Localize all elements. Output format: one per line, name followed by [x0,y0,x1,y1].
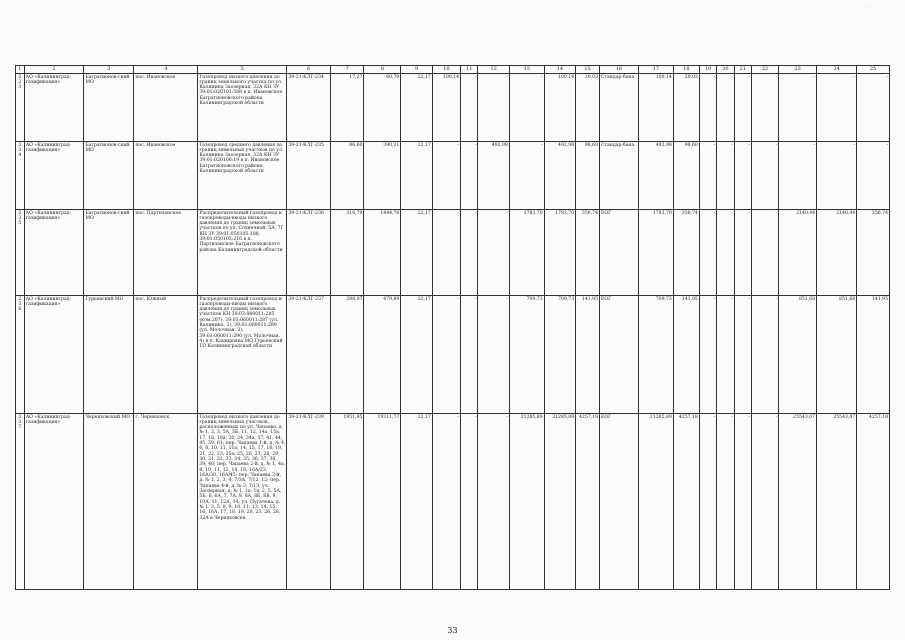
table-cell: 356,74 [673,210,699,296]
column-number-cell: 15 [576,66,600,74]
table-cell: 234 [16,142,25,210]
column-number-cell: 16 [600,66,639,74]
column-number-cell: 17 [639,66,674,74]
table-cell: 1444,76 [364,210,401,296]
table-cell: - [751,142,778,210]
table-cell: 1783,70 [544,210,575,296]
table-cell: 22,17 [401,210,432,296]
table-cell: пос. Партизанское [134,210,198,296]
table-cell: 237 [16,414,25,590]
table-cell: - [717,74,734,142]
table-cell: 39-21-КЛГ-239 [287,414,330,590]
table-cell: АО «Калининград-газификация» [24,74,84,142]
table-cell: - [699,210,716,296]
table-cell: 1783,70 [509,210,544,296]
table-cell: - [751,414,778,590]
column-number-cell: 20 [717,66,734,74]
table-cell: - [734,210,751,296]
column-number-cell: 10 [432,66,460,74]
table-cell: АО «Калининград-газификация» [24,210,84,296]
table-cell: - [699,74,716,142]
table-cell: 235 [16,210,25,296]
column-number-cell: 4 [134,66,198,74]
table-cell: Черняховский МО [84,414,134,590]
table-cell: 492,98 [544,142,575,210]
table-cell: 22,17 [401,142,432,210]
table-cell: - [461,74,478,142]
table-cell: - [734,74,751,142]
table-cell: - [432,414,460,590]
table-cell: пос. Ивановское [134,142,198,210]
column-number-row [16,66,890,74]
table-cell: Распределительный газопровод и газопроводы-вводы низкого давления до границ земельных участков КН 39:03:060011:285 (ком.207), 39:03:060011:287 (ул. Калинина, 2), 39:03:060011:289 (ул. Молочная, 2), 39:03:060011:290 (ул. Молочная, 4) в п. Кашировка МО Гурьевский ГО Калининградской области [198,296,287,414]
table-cell: - [817,74,857,142]
table-cell: - [857,142,890,210]
table-cell: 100,14 [544,74,575,142]
table-cell: - [478,296,509,414]
table-cell: - [478,414,509,590]
table-cell: 141,95 [576,296,600,414]
table-cell: 25543,07 [779,414,817,590]
table-cell: 141,95 [857,296,890,414]
table-cell: АО «Калининград-газификация» [24,414,84,590]
table-row [16,142,890,210]
table-cell: 39-21-КЛГ-234 [287,74,330,142]
table-cell: - [734,414,751,590]
column-number-cell: 12 [478,66,509,74]
table-cell: - [432,296,460,414]
table-cell: АО «Калининград-газификация» [24,142,84,210]
table-cell: 20,03 [576,74,600,142]
table-cell: 98,60 [673,142,699,210]
table-cell: - [751,296,778,414]
table-cell: ЕОГ [600,414,639,590]
table-cell: 851,68 [779,296,817,414]
table-cell: 356,74 [857,210,890,296]
table-cell: Стандар-бана [600,74,639,142]
table-cell: 208,07 [330,296,364,414]
table-row [16,414,890,590]
table-cell: 17,27 [330,74,364,142]
table-cell: Багратионов-ский МО [84,142,134,210]
table-cell: ЕОГ [600,210,639,296]
table-cell: 851,68 [817,296,857,414]
table-cell: 1783,70 [639,210,674,296]
table-cell: - [751,210,778,296]
table-cell: 39-21-КЛГ-236 [287,210,330,296]
column-number-cell: 7 [330,66,364,74]
table-cell: 39-21-КЛГ-237 [287,296,330,414]
table-cell: 4257,18 [576,414,600,590]
table-cell: Гурьевский МО [84,296,134,414]
table-cell: Распределительный газопровод и газопроводы-вводы низкого давления до границ земельных участков по ул. Солнечной, 5А, 7Г КН ЗУ 39:01:050105:188, 39:01:050105:216 в п. Партизанское Багратионовского района Калининградской области [198,210,287,296]
table-cell: 709,73 [544,296,575,414]
table-cell: АО «Калининград-газификация» [24,296,84,414]
table-cell: 20,03 [673,74,699,142]
table-cell: - [461,210,478,296]
table-cell: - [717,142,734,210]
table-cell: - [461,142,478,210]
table-cell: - [779,74,817,142]
table-cell: - [509,74,544,142]
column-number-cell: 14 [544,66,575,74]
table-cell: - [717,414,734,590]
table-cell: 709,73 [639,296,674,414]
table-cell: - [717,210,734,296]
column-number-cell: 6 [287,66,330,74]
column-number-cell: 5 [198,66,287,74]
table-cell: 236 [16,296,25,414]
column-number-cell: 9 [401,66,432,74]
table-cell: 100,14 [432,74,460,142]
column-number-cell: 25 [857,66,890,74]
table-cell: 22,17 [401,74,432,142]
table-cell: 21285,89 [509,414,544,590]
table-cell: Газопровод низкого давления до границ земельных участков, расположенных по ул. Чапаева, д. № 1, 2, 3, 5А, 5Б, 11, 12, 14а, 15а, 17, 18, 18а, 20, 24, 34а, 37, 41, 44, 45, 59, 61; пер. Чапаева 1-й, д. № 4, 6, 8, 10, 11, 11а, 14, 15, 17, 18, 19, 21, 22, 23, 25а, 25, 26, 27, 28, 29, 30, 31, 32, 33, 34, 35, 36, 37, 38, 39, 40; пер. Чапаева 2-й, д. № 1, 4а, 8, 10, 11, 12, 14, 16, 16А/23, 16А/30, 16А/45; пер. Чапаева 3-й, д. № 1, 2, 3, 4, 7/3А, 7/12, 12; пер. Чапаева 4-й, д. № 2, 7/13, ул. Заозерная, д. № 1, 1а, 1в, 2, 5, 5А, 5Б, 6, 6А, 7, 7А, 8, 8А, 8Б, 8В, 9, 10А, 11, 12А, 14; ул. Пугачева, д. № 1, 3, 5, 8, 9, 10, 11, 13, 14, 15, 16, 16А, 17, 18, 19, 20, 23, 26, 28, 32А в Черняховске [198,414,287,590]
table-cell: пос. Ивановское [134,74,198,142]
column-number-cell: 11 [461,66,478,74]
table-cell: - [699,296,716,414]
table-cell: - [432,210,460,296]
table-cell: - [734,142,751,210]
table-cell: 356,74 [576,210,600,296]
table-cell: - [432,142,460,210]
column-number-cell: 3 [84,66,134,74]
table-cell: 479,89 [364,296,401,414]
tariff-table [15,65,890,590]
column-number-cell: 22 [751,66,778,74]
table-cell: 1951,95 [330,414,364,590]
table-cell: 709,73 [509,296,544,414]
table-cell: 22,17 [401,414,432,590]
table-cell: - [461,414,478,590]
column-number-cell: 1 [16,66,25,74]
table-cell: 19311,77 [364,414,401,590]
table-cell: - [717,296,734,414]
table-cell: - [699,142,716,210]
table-cell: Багратионов-ский МО [84,74,134,142]
table-cell: 141,95 [673,296,699,414]
table-cell: - [751,74,778,142]
column-number-cell: 21 [734,66,751,74]
table-cell: 2140,44 [779,210,817,296]
table-cell: 39-21-КЛГ-235 [287,142,330,210]
table-cell: - [779,142,817,210]
table-cell: 233 [16,74,25,142]
table-cell: - [509,142,544,210]
column-number-cell: 2 [24,66,84,74]
table-row [16,74,890,142]
table-cell: 4257,18 [673,414,699,590]
table-cell: 21285,89 [639,414,674,590]
page-number: 33 [447,626,458,635]
table-cell: 86,60 [330,142,364,210]
table-row [16,210,890,296]
column-number-cell: 13 [509,66,544,74]
table-cell: ЕОГ [600,296,639,414]
table-cell: - [734,296,751,414]
table-cell: - [478,210,509,296]
table-cell: Стандар-бана [600,142,639,210]
table-cell: 25543,07 [817,414,857,590]
table-cell: 60,70 [364,74,401,142]
table-cell: 492,98 [478,142,509,210]
table-cell: - [857,74,890,142]
table-cell: 98,60 [576,142,600,210]
table-cell: 21285,89 [544,414,575,590]
table-cell: 4257,18 [857,414,890,590]
table-cell: 492,98 [639,142,674,210]
table-cell: г. Черняховск [134,414,198,590]
column-number-cell: 23 [779,66,817,74]
table-cell: Газопровод низкого давления до границ земельного участка по ул. Калинина Заозерная, 32А КН ЗУ 39:01:020101:588 в п. Ивановское Багратионовского района Калининградской области [198,74,287,142]
column-number-cell: 24 [817,66,857,74]
table-cell: 100,14 [639,74,674,142]
table-cell: 2140,44 [817,210,857,296]
table-cell: Газопровод среднего давления до границ земельных участков по ул. Калинина Заозерная, 32А КН ЗУ 39:01:020106:19 в п. Ивановское Багратионовского района Калининградской области [198,142,287,210]
table-row [16,296,890,414]
column-number-cell: 8 [364,66,401,74]
table-cell: - [478,74,509,142]
table-cell: - [461,296,478,414]
table-cell: 390,21 [364,142,401,210]
column-number-cell: 19 [699,66,716,74]
column-number-cell: 18 [673,66,699,74]
table-cell: 316,79 [330,210,364,296]
table-cell: Багратионов-ский МО [84,210,134,296]
table-cell: пос. Южный [134,296,198,414]
table-cell: 22,17 [401,296,432,414]
table-cell: - [699,414,716,590]
table-cell: - [817,142,857,210]
scan-corner-marks: · · ·· · · [851,4,887,10]
